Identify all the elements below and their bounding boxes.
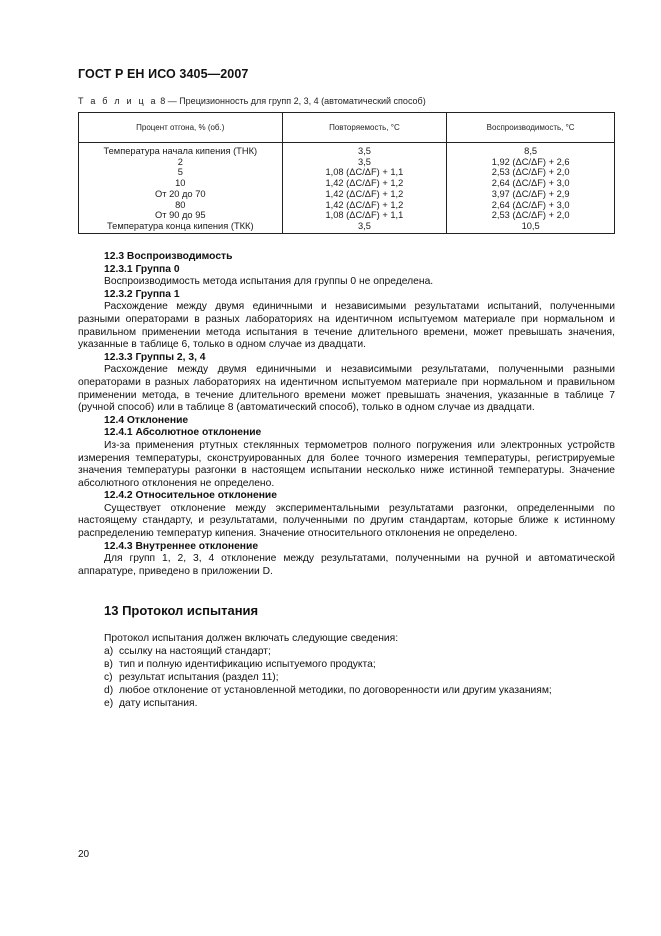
- protocol-intro: Протокол испытания должен включать следующие сведения:: [104, 633, 399, 644]
- table-cell: 1,42 (ΔC/ΔF) + 1,2: [282, 200, 447, 211]
- precision-table: [78, 112, 615, 234]
- text-12-4-1: Из-за применения ртутных стеклянных термометров полного погружения или электронных устройств измерения температуры, сконструированных для более точного измерения температуры, регистрируемые значения температуры разгонки в настоящем испытании несколько ниже истинной температуры. Значение абсолютного отклонения не определено.: [78, 439, 615, 489]
- list-item: [104, 684, 624, 697]
- table-cell: От 90 до 95: [79, 210, 283, 221]
- list-marker: в): [104, 659, 113, 671]
- table-cell: От 20 до 70: [79, 189, 283, 200]
- table-row: [79, 189, 615, 200]
- table-cell: 2: [79, 157, 283, 168]
- table-caption-label: Т а б л и ц а: [78, 96, 158, 106]
- page-number: 20: [78, 849, 90, 860]
- text-12-3-2: Расхождение между двумя единичными и независимыми результатами испытаний, полученными разными операторами в разных лабораториях на идентичном испытуемом материале при нормальном и правильном применении метода испытания в течение длительного времени, может превышать значения, указанные в таблице 6, только в одном случае из двадцати.: [78, 301, 615, 351]
- text-12-3-3: Расхождение между двумя единичными и независимыми результатами, полученными разными операторами в разных лабораториях на идентичном испытуемом материале при нормальном и правильном применении метода, в течение длительного времени может превышать значения, указанные в таблице 7 (ручной способ) или в таблице 8 (автоматический способ), только в одном случае из двадцати.: [78, 364, 615, 414]
- table-row: [79, 221, 615, 233]
- table-cell: 1,42 (ΔC/ΔF) + 1,2: [282, 178, 447, 189]
- list-item-text: результат испытания (раздел 11);: [119, 672, 279, 684]
- heading-12-3-2: 12.3.2 Группа 1: [104, 288, 180, 300]
- table-caption: [78, 96, 426, 106]
- list-item: [104, 697, 624, 710]
- table-cell: 2,64 (ΔC/ΔF) + 3,0: [447, 200, 615, 211]
- table-cell: 3,5: [282, 221, 447, 233]
- list-item-text: любое отклонение от установленной методики, по договоренности или другим указаниям;: [119, 685, 552, 697]
- list-marker: с): [104, 672, 113, 684]
- heading-12-3: 12.3 Воспроизводимость: [104, 251, 233, 262]
- table-cell: 2,53 (ΔC/ΔF) + 2,0: [447, 210, 615, 221]
- table-cell: 3,97 (ΔC/ΔF) + 2,9: [447, 189, 615, 200]
- table-row: [79, 210, 615, 221]
- heading-12-3-1: 12.3.1 Группа 0: [104, 263, 180, 275]
- table-cell: Температура начала кипения (ТНК): [79, 143, 283, 157]
- text-12-3-1: Воспроизводимость метода испытания для группы 0 не определена.: [104, 276, 434, 288]
- heading-12-4-3: 12.4.3 Внутреннее отклонение: [104, 540, 259, 552]
- text-12-4-3: Для групп 1, 2, 3, 4 отклонение между результатами, полученными на ручной и автоматической аппаратуре, приведено в приложении D.: [78, 553, 615, 577]
- table-cell: Температура конца кипения (ТКК): [79, 221, 283, 233]
- table-row: [79, 200, 615, 211]
- list-item: [104, 658, 624, 671]
- table-cell: 1,08 (ΔC/ΔF) + 1,1: [282, 167, 447, 178]
- table-caption-text: 8 — Прецизионность для групп 2, 3, 4 (автоматический способ): [157, 96, 426, 106]
- table-row: [79, 178, 615, 189]
- column-header-reproducibility: Воспроизводимость, °С: [447, 113, 615, 143]
- list-item-text: ссылку на настоящий стандарт;: [119, 646, 271, 658]
- list-marker: е): [104, 698, 114, 710]
- text-12-4-2: Существует отклонение между экспериментальными результатами разгонки, определенными по настоящему стандарту, и результатами, полученными по другим стандартам, которые ближе к истинному распределению температур кипения. Значение относительного отклонения не определено.: [78, 502, 615, 540]
- list-item: [104, 645, 624, 658]
- table-row: [79, 143, 615, 157]
- table-header-row: [79, 113, 615, 143]
- list-item-text: дату испытания.: [119, 698, 198, 710]
- list-marker: а): [104, 646, 114, 658]
- heading-12-4: 12.4 Отклонение: [104, 414, 189, 426]
- table-cell: 5: [79, 167, 283, 178]
- table-row: [79, 167, 615, 178]
- table-cell: 2,53 (ΔC/ΔF) + 2,0: [447, 167, 615, 178]
- table-cell: 2,64 (ΔC/ΔF) + 3,0: [447, 178, 615, 189]
- heading-12-4-2: 12.4.2 Относительное отклонение: [104, 490, 277, 502]
- list-item: [104, 671, 624, 684]
- heading-12-3-3: 12.3.3 Группы 2, 3, 4: [104, 351, 206, 363]
- table-cell: 3,5: [282, 157, 447, 168]
- table-cell: 1,42 (ΔC/ΔF) + 1,2: [282, 189, 447, 200]
- table-cell: 80: [79, 200, 283, 211]
- table-cell: 10,5: [447, 221, 615, 233]
- table-row: [79, 157, 615, 168]
- table-cell: 1,08 (ΔC/ΔF) + 1,1: [282, 210, 447, 221]
- column-header-distillation: Процент отгона, % (об.): [79, 113, 283, 143]
- heading-13: 13 Протокол испытания: [104, 603, 259, 618]
- table-cell: 8,5: [447, 143, 615, 157]
- list-marker: d): [104, 685, 114, 697]
- table-cell: 1,92 (ΔC/ΔF) + 2,6: [447, 157, 615, 168]
- column-header-repeatability: Повторяемость, °С: [282, 113, 447, 143]
- protocol-list: [104, 632, 624, 711]
- table-cell: 3,5: [282, 143, 447, 157]
- document-header: ГОСТ Р ЕН ИСО 3405—2007: [78, 67, 249, 81]
- heading-12-4-1: 12.4.1 Абсолютное отклонение: [104, 427, 262, 439]
- table-cell: 10: [79, 178, 283, 189]
- section-12-body: [78, 251, 615, 578]
- list-item-text: тип и полную идентификацию испытуемого продукта;: [119, 659, 376, 671]
